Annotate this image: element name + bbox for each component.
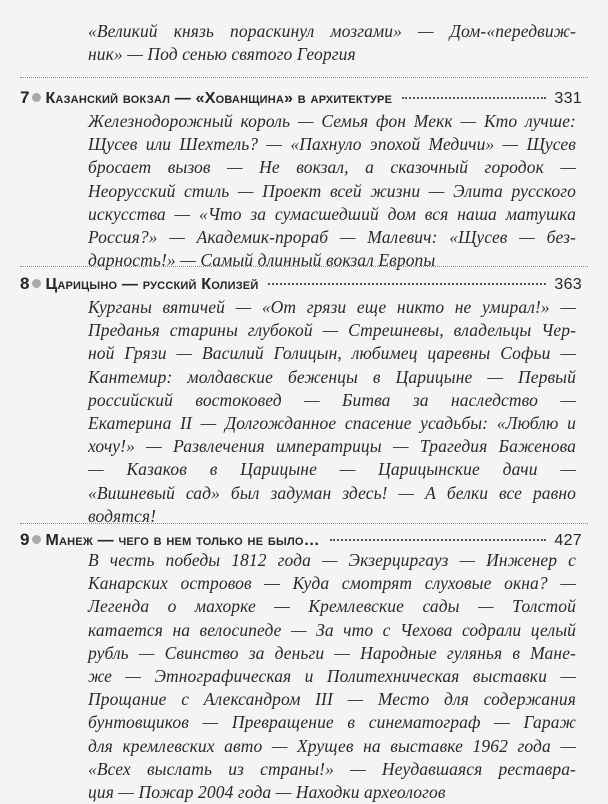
- intro-description: [88, 20, 576, 66]
- description-line: рубль — Свинство за деньги — Народные гулянья в Мане-: [88, 642, 576, 663]
- chapter-number: 7: [20, 88, 30, 107]
- description-line: Преданья старины глубокой — Стрешневы, владельцы Чер-: [88, 320, 576, 341]
- description-line: ник» — Под сенью святого Георгия: [88, 44, 356, 65]
- description-line: В честь победы 1812 года — Экзерциргауз — Инженер с: [88, 550, 576, 570]
- section-divider: [20, 266, 588, 267]
- description-line: бунтовщиков — Превращение в синематограф — Гараж: [88, 712, 576, 733]
- chapter-number: 8: [20, 274, 30, 293]
- description-line: — Казаков в Царицыне — Царицынские дачи —: [88, 459, 576, 480]
- description-line: Щусев или Шехтель? — «Пахнуло эпохой Медичи» — Щусев: [88, 134, 576, 155]
- section-divider: [20, 77, 588, 78]
- chapter-title: Манеж — чего в нем только не было…: [45, 532, 320, 549]
- bullet-icon: [32, 279, 41, 288]
- chapter-9-description: [88, 549, 576, 804]
- chapter-8-heading[interactable]: [20, 274, 582, 296]
- chapter-number: 9: [20, 530, 30, 549]
- description-line: искусства — «Что за сумасшедший дом вся наша матушка: [88, 203, 576, 224]
- bullet-icon: [32, 93, 41, 102]
- description-line: для кремлевских авто — Хрущев на выставке 1962 года —: [88, 735, 576, 756]
- chapter-page-number: 427: [554, 532, 582, 549]
- description-line: «Великий князь пораскинул мозгами» — Дом-«передвиж-: [88, 21, 576, 41]
- description-line: Железнодорожный король — Семья фон Мекк — Кто лучше:: [88, 111, 576, 131]
- description-line: бросает вызов — Не вокзал, а сказочный городок —: [88, 157, 576, 178]
- description-line: Неорусский стиль — Проект всей жизни — Элита русского: [88, 180, 576, 201]
- description-line: ной Грязи — Василий Голицын, любимец царевны Софьи —: [88, 343, 576, 364]
- section-divider: [20, 523, 588, 524]
- description-line: катается на велосипеде — За что с Чехова содрали целый: [88, 619, 576, 640]
- bullet-icon: [32, 535, 41, 544]
- chapter-7-description: [88, 110, 576, 272]
- chapter-8-description: [88, 296, 576, 528]
- chapter-title: Царицыно — русский Колизей: [45, 276, 259, 293]
- chapter-page-number: 363: [554, 276, 582, 293]
- description-line: Прощание с Александром III — Место для содержания: [88, 689, 576, 710]
- chapter-page-number: 331: [554, 90, 582, 107]
- description-line: «Вишневый сад» был задуман здесь! — А белки все равно: [88, 482, 576, 503]
- description-line: Легенда о махорке — Кремлевские сады — Толстой: [88, 596, 576, 617]
- chapter-7-heading[interactable]: [20, 88, 582, 110]
- description-line: же — Этнографическая и Политехническая выставки —: [88, 666, 576, 687]
- description-line: Кантемир: молдавские беженцы в Царицыне — Первый: [88, 366, 576, 387]
- dot-leader: [402, 97, 546, 99]
- description-line: Екатерина II — Долгожданное спасение усадьбы: «Люблю и: [88, 413, 576, 434]
- description-line: водятся!: [88, 505, 157, 526]
- chapter-title: Казанский вокзал — «Хованщина» в архитектуре: [45, 90, 393, 107]
- description-line: ция — Пожар 2004 года — Находки археологов: [88, 782, 446, 803]
- description-line: хочу!» — Развлечения императрицы — Трагедия Баженова: [88, 436, 576, 457]
- description-line: «Всех выслать из страны!» — Неудавшаяся реставра-: [88, 758, 576, 779]
- dot-leader: [330, 539, 547, 541]
- description-line: Россия?» — Академик-прораб — Малевич: «Щусев — без-: [88, 227, 576, 248]
- description-line: российский востоковед — Битва за наследство —: [88, 389, 576, 410]
- dot-leader: [268, 283, 546, 285]
- description-line: дарность!» — Самый длинный вокзал Европы: [88, 250, 436, 271]
- description-line: Курганы вятичей — «От грязи еще никто не умирал!» —: [88, 297, 576, 317]
- description-line: Канарских островов — Куда смотрят слуховые окна? —: [88, 573, 576, 594]
